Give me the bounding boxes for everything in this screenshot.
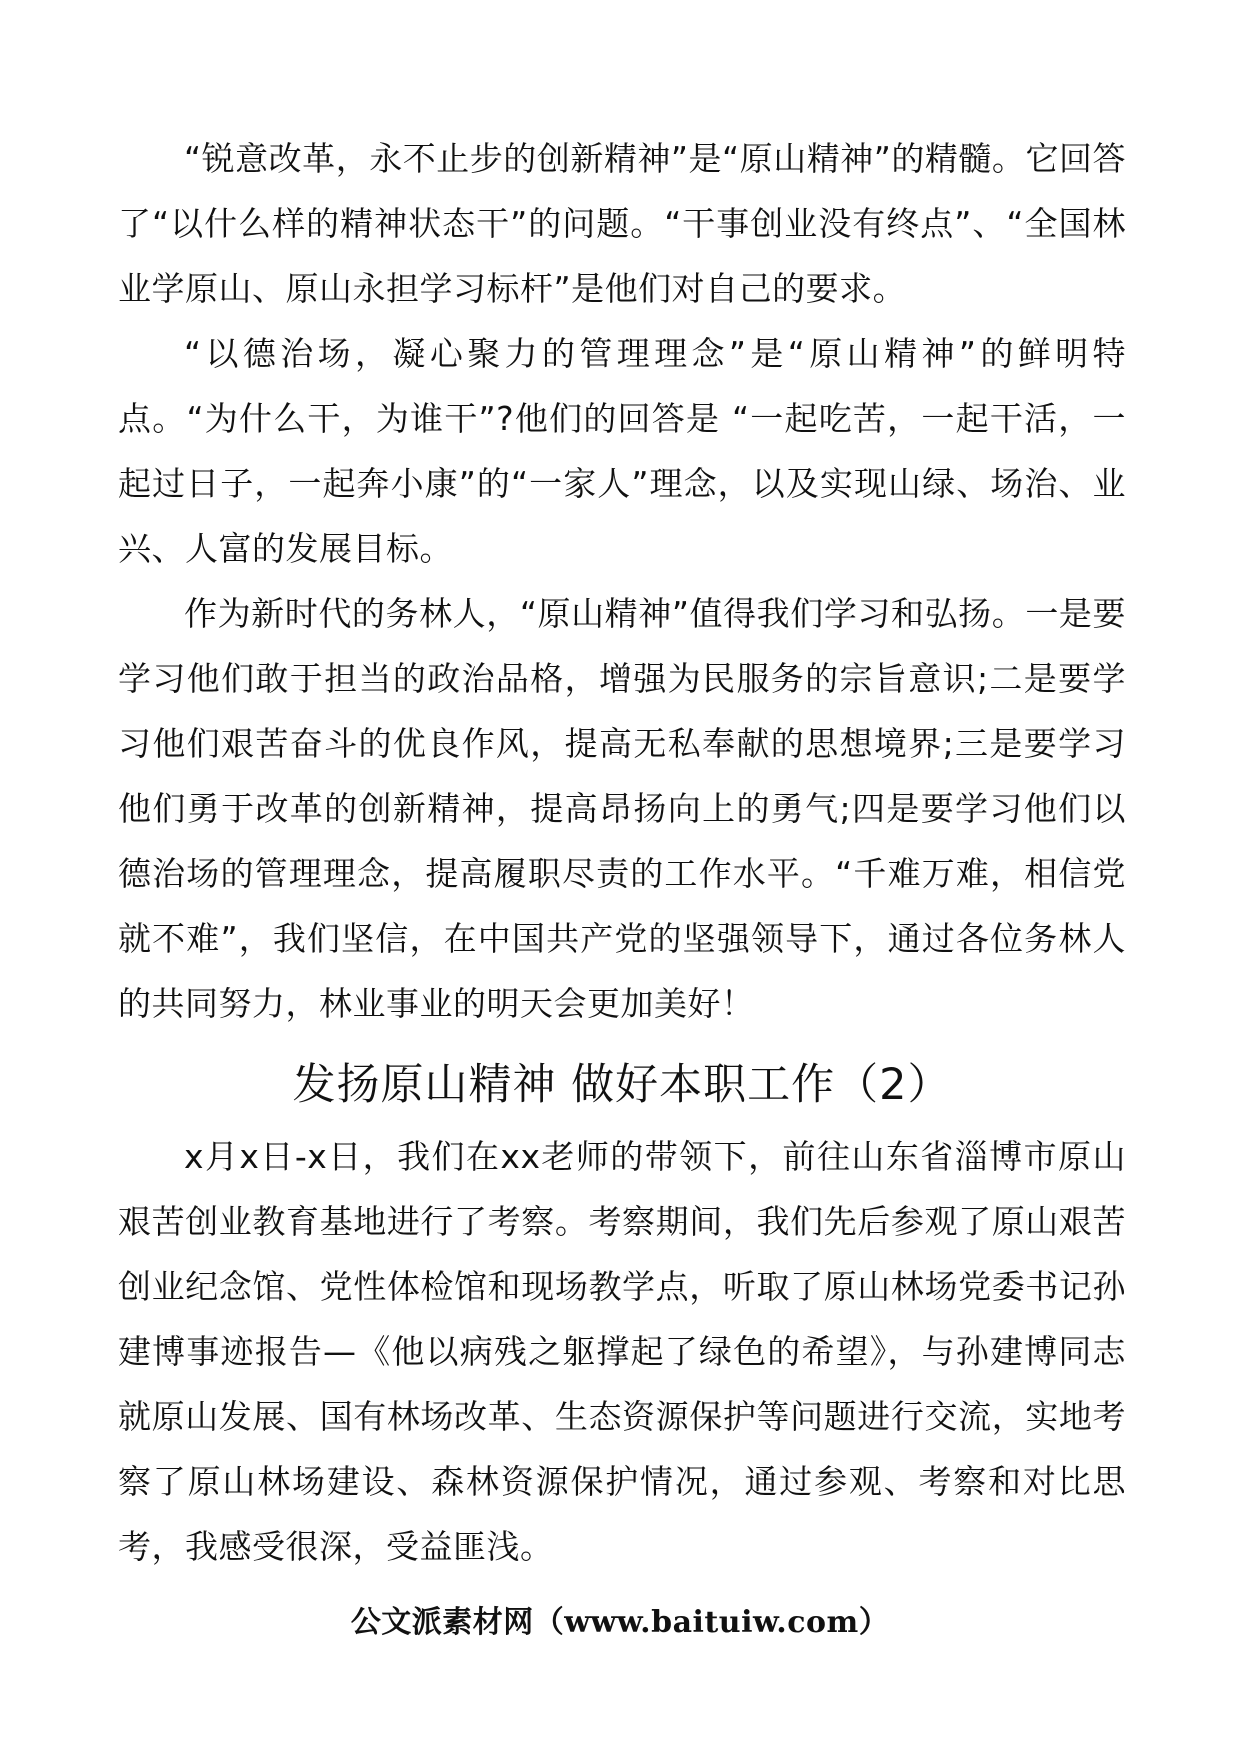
paragraph-learning-points: 作为新时代的务林人，“原山精神”值得我们学习和弘扬。一是要学习他们敢于担当的政治品格，增强为民服务的宗旨意识;二是要学习他们艰苦奋斗的优良作风，提高无私奉献的思想境界;三是要学习他们勇于改革的创新精神，提高昂扬向上的勇气;四是要学习他们以德治场的管理理念，提高履职尽责的工作水平。“千难万难，相信党就不难”，我们坚信，在中国共产党的坚强领导下，通过各位务林人的共同努力，林业事业的明天会更加美好！ — [118, 594, 1126, 1023]
paragraph-study-visit: x月x日-x日，我们在xx老师的带领下，前往山东省淄博市原山艰苦创业教育基地进行了考察。考察期间，我们先后参观了原山艰苦创业纪念馆、党性体检馆和现场教学点，听取了原山林场党委书记孙建博事迹报告—《他以病残之躯撑起了绿色的希望》，与孙建博同志就原山发展、国有林场改革、生态资源保护等问题进行交流，实地考察了原山林场建设、森林资源保护情况，通过参观、考察和对比思考，我感受很深，受益匪浅。 — [118, 1137, 1126, 1566]
document-body — [118, 126, 1126, 1579]
paragraph-innovation-spirit: “锐意改革，永不止步的创新精神”是“原山精神”的精髓。它回答了“以什么样的精神状态干”的问题。“干事创业没有终点”、“全国林业学原山、原山永担学习标杆”是他们对自己的要求。 — [118, 139, 1126, 308]
section-title: 发扬原山精神 做好本职工作（2） — [292, 1060, 952, 1110]
footer-watermark: 公文派素材网（www.baituiw.com） — [350, 1605, 890, 1640]
paragraph-management-concept: “以德治场，凝心聚力的管理理念”是“原山精神”的鲜明特点。“为什么干，为谁干”?他们的回答是 “一起吃苦，一起干活，一起过日子，一起奔小康”的“一家人”理念，以及实现山绿、场治、业兴、人富的发展目标。 — [118, 334, 1126, 568]
